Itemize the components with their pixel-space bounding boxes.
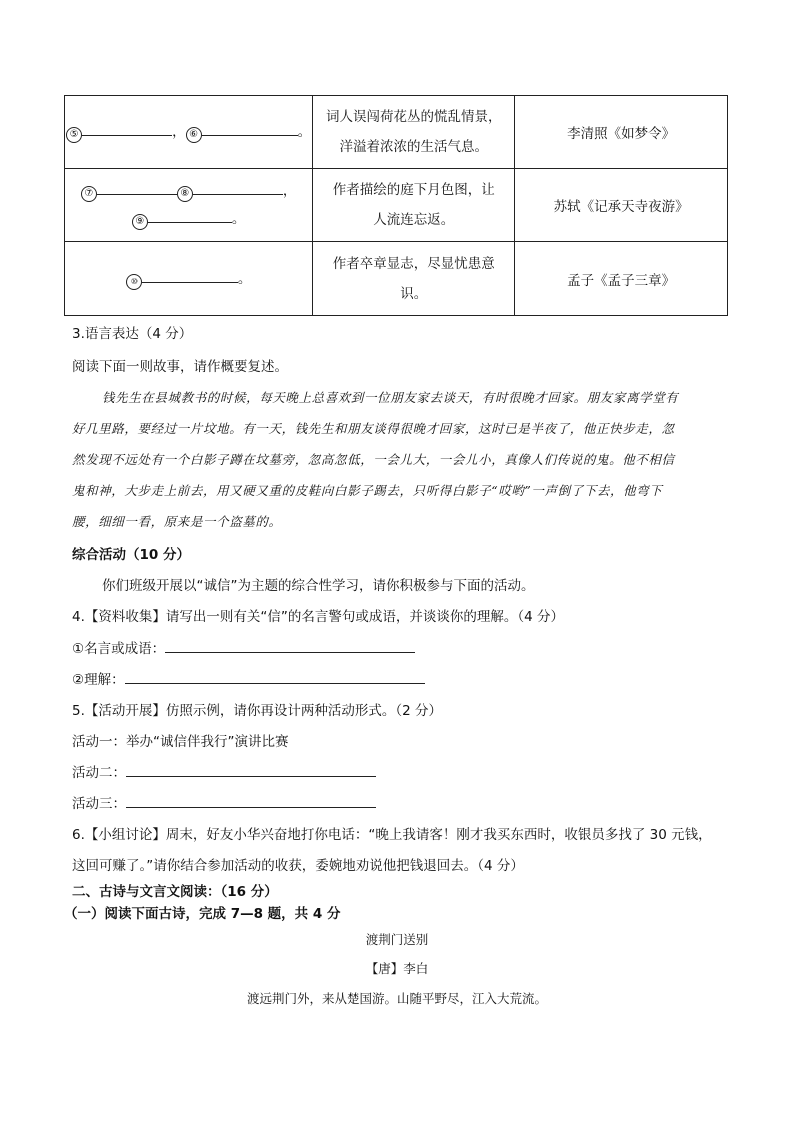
punctuation: ， bbox=[172, 124, 186, 140]
description-line: 洋溢着浓浓的生活气息。 bbox=[339, 139, 488, 155]
blank-number: ⑤ bbox=[66, 127, 82, 143]
activity-3 bbox=[72, 792, 376, 812]
section-2-sub-heading: （一）阅读下面古诗，完成 7—8 题，共 4 分 bbox=[64, 906, 341, 922]
story-line: 鬼和神，大步走上前去，用又硬又重的皮鞋向白影子踢去，只听得白影子“哎哟”一声倒了下去，他弯下 bbox=[72, 483, 663, 498]
activity-intro: 你们班级开展以“诚信”为主题的综合性学习，请你积极参与下面的活动。 bbox=[102, 578, 535, 594]
story-line: 腰，细细一看，原来是一个盗墓的。 bbox=[72, 514, 282, 529]
description-line: 作者卒章显志，尽显忧患意 bbox=[332, 255, 495, 272]
activity-example: 活动一：举办“诚信伴我行”演讲比赛 bbox=[72, 734, 289, 750]
fill-blank[interactable] bbox=[202, 121, 298, 136]
description-line: 作者描绘的庭下月色图，让 bbox=[332, 182, 495, 198]
question-4-understanding bbox=[72, 668, 425, 688]
description-line: 人流连忘返。 bbox=[373, 212, 455, 228]
answer-label: ②理解： bbox=[72, 672, 125, 688]
source-cell: 李清照《如梦令》 bbox=[515, 96, 728, 169]
description-cell bbox=[313, 242, 515, 316]
answer-blank[interactable] bbox=[165, 638, 415, 653]
section-2-heading: 二、古诗与文言文阅读：（16 分） bbox=[72, 884, 278, 900]
fill-in-cell bbox=[65, 242, 313, 316]
story-line: 钱先生在县城教书的时候，每天晚上总喜欢到一位朋友家去谈天，有时很晚才回家。朋友家离学堂有 bbox=[102, 390, 679, 405]
poem-author: 【唐】李白 bbox=[365, 961, 429, 976]
fill-blank[interactable] bbox=[97, 180, 177, 195]
poem-title: 渡荆门送别 bbox=[365, 932, 429, 947]
punctuation: 。 bbox=[231, 211, 246, 227]
question-4-quote bbox=[72, 637, 415, 657]
punctuation: 。 bbox=[237, 270, 252, 287]
answer-label: ①名言或成语： bbox=[72, 641, 166, 657]
question-3-prompt: 阅读下面一则故事，请作概要复述。 bbox=[72, 359, 288, 375]
blank-number: ⑨ bbox=[132, 214, 148, 230]
blank-number: ⑦ bbox=[81, 186, 97, 202]
question-5: 5.【活动开展】仿照示例，请你再设计两种活动形式。（2 分） bbox=[72, 703, 443, 719]
fill-blank[interactable] bbox=[142, 268, 238, 283]
activity-heading: 综合活动（10 分） bbox=[72, 547, 190, 563]
answer-blank[interactable] bbox=[126, 762, 376, 777]
table-row bbox=[65, 96, 728, 169]
fill-blank[interactable] bbox=[148, 208, 232, 223]
punctuation: 。 bbox=[297, 124, 312, 140]
fill-blank[interactable] bbox=[193, 180, 283, 195]
table-row bbox=[65, 169, 728, 242]
activity-2 bbox=[72, 761, 376, 781]
punctuation: ， bbox=[282, 183, 297, 199]
description-cell bbox=[313, 96, 515, 169]
story-line: 好几里路，要经过一片坟地。有一天，钱先生和朋友谈得很晚才回家，这时已是半夜了，他正快步走，忽 bbox=[72, 421, 675, 436]
question-6-line: 6.【小组讨论】周末，好友小华兴奋地打你电话：“晚上我请客！刚才我买东西时，收银员多找了 30 元钱， bbox=[72, 827, 712, 843]
table-row bbox=[65, 242, 728, 316]
question-3-title: 3.语言表达（4 分） bbox=[72, 326, 193, 342]
question-6-line: 这回可赚了。”请你结合参加活动的收获，委婉地劝说他把钱退回去。（4 分） bbox=[72, 858, 524, 874]
blank-number: ⑥ bbox=[186, 127, 202, 143]
story-line: 然发现不远处有一个白影子蹲在坟墓旁，忽高忽低，一会儿大，一会儿小，真像人们传说的鬼。他不相信 bbox=[72, 452, 675, 467]
answer-blank[interactable] bbox=[125, 669, 425, 684]
blank-number: ⑧ bbox=[177, 186, 193, 202]
blank-number: ⑩ bbox=[126, 274, 142, 290]
description-line: 识。 bbox=[400, 285, 428, 302]
source-cell: 苏轼《记承天寺夜游》 bbox=[515, 169, 728, 242]
question-4: 4.【资料收集】请写出一则有关“信”的名言警句或成语，并谈谈你的理解。（4 分） bbox=[72, 609, 564, 625]
fill-blank[interactable] bbox=[82, 121, 172, 136]
answer-blank[interactable] bbox=[126, 793, 376, 808]
answer-label: 活动三： bbox=[72, 796, 126, 812]
source-cell: 孟子《孟子三章》 bbox=[515, 242, 728, 316]
poem-line: 渡远荆门外，来从楚国游。山随平野尽，江入大荒流。 bbox=[246, 991, 547, 1006]
description-cell bbox=[313, 169, 515, 242]
fill-in-cell bbox=[65, 96, 313, 169]
fill-in-cell bbox=[65, 169, 313, 242]
description-line: 词人误闯荷花丛的慌乱情景， bbox=[325, 109, 502, 125]
answer-label: 活动二： bbox=[72, 765, 126, 781]
answer-table bbox=[64, 95, 728, 316]
